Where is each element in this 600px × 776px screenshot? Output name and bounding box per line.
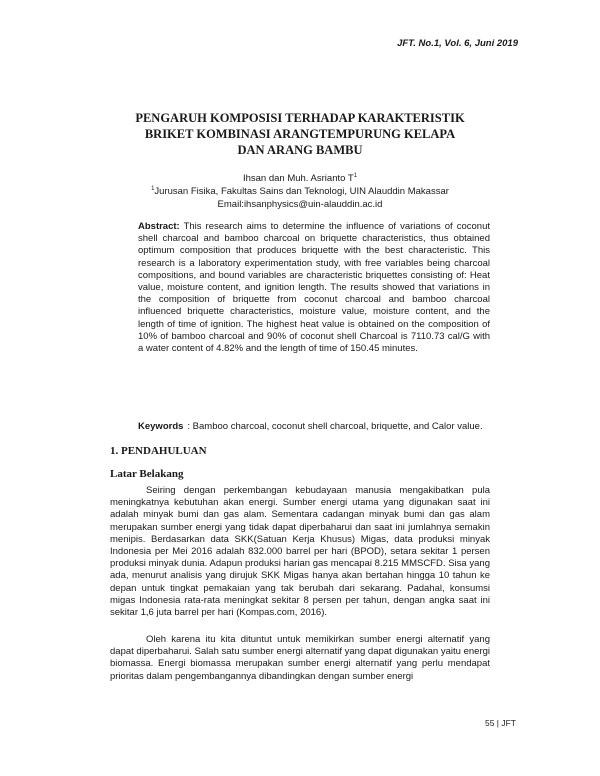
journal-header: JFT. No.1, Vol. 6, Juni 2019 bbox=[397, 38, 518, 49]
author-superscript: 1 bbox=[353, 172, 358, 179]
author-names-text: Ihsan dan Muh. Asrianto T bbox=[242, 173, 354, 184]
title-line-2: BRIKET KOMBINASI ARANGTEMPURUNG KELAPA bbox=[144, 127, 456, 141]
author-block bbox=[110, 172, 490, 211]
section-heading: 1. PENDAHULUAN bbox=[110, 445, 207, 457]
abstract bbox=[138, 221, 490, 355]
paper-title bbox=[110, 110, 490, 158]
keywords-label: Keywords bbox=[138, 421, 184, 432]
page-footer: 55 | JFT bbox=[484, 718, 516, 728]
body-paragraph-2: Oleh karena itu kita dituntut untuk memikirkan sumber energi alternatif yang dapat diperbaharui. Salah satu sumber energi alternatif yang dapat digunakan yaitu energi biomassa. Energi biomassa merupakan sumber energi alternatif yang perlu mendapat prioritas dalam pengembangannya dibandingkan dengan sumber energi bbox=[110, 634, 490, 682]
keywords bbox=[138, 421, 490, 433]
keywords-text: : Bamboo charcoal, coconut shell charcoal, briquette, and Calor value. bbox=[187, 421, 483, 432]
affiliation-text: Jurusan Fisika, Fakultas Sains dan Teknologi, UIN Alauddin Makassar bbox=[154, 186, 449, 197]
affiliation-superscript: 1 bbox=[151, 185, 155, 192]
author-affiliation bbox=[110, 185, 490, 198]
author-names bbox=[110, 172, 490, 185]
title-line-3: DAN ARANG BAMBU bbox=[237, 143, 363, 157]
author-email: Email:ihsanphysics@uin-alauddin.ac.id bbox=[217, 199, 383, 210]
body-paragraph-1: Seiring dengan perkembangan kebudayaan manusia mengakibatkan pula meningkatnya kebutuhan akan energi. Sumber energi utama yang digunakan saat ini adalah minyak bumi dan gas alam. Sementara cadangan minyak bumi dan gas alam merupakan sumber energi yang tidak dapat diperbaharui dan saat ini jumlahnya semakin menipis. Berdasarkan data SKK(Satuan Kerja Khusus) Migas, data produksi minyak Indonesia per Mei 2016 adalah 832.000 barrel per hari (BPOD), setara sekitar 1 persen produksi minyak dunia. Adapun produksi harian gas mencapai 8.215 MMSCFD. Sisa yang ada, menurut analisis yang dirujuk SKK Migas hanya akan bertahan hingga 10 tahun ke depan untuk tingkat pemakaian yang tak berubah dari sekarang. Padahal, konsumsi migas Indonesia rata-rata meningkat sekitar 8 persen per tahun, dengan angka saat ini sekitar 1,6 juta barrel per hari (Kompas.com, 2016). bbox=[110, 485, 490, 619]
abstract-label: Abstract: bbox=[138, 221, 180, 232]
title-line-1: PENGARUH KOMPOSISI TERHADAP KARAKTERISTIK bbox=[135, 111, 465, 125]
subsection-heading: Latar Belakang bbox=[110, 468, 184, 480]
abstract-text: This research aims to determine the influence of variations of coconut shell charcoal and bamboo charcoal on briquette characteristics, thus obtained optimum composition that produces briquette with the best characteristic. This research is a laboratory experimentation study, with free variables being charcoal compositions, and bound variables are characteristic briquettes consisting of: Heat value, moisture content, and ignition length. The results showed that variations in the composition of briquette from coconut charcoal and bamboo charcoal influenced briquette characteristics, moisture value, moisture content, and the length of time of ignition. The highest heat value is obtained on the composition of 10% of bamboo charcoal and 90% of coconut shell Charcoal is 7110.73 cal/G with a water content of 4.82% and the length of time of 150.45 minutes. bbox=[138, 221, 490, 355]
